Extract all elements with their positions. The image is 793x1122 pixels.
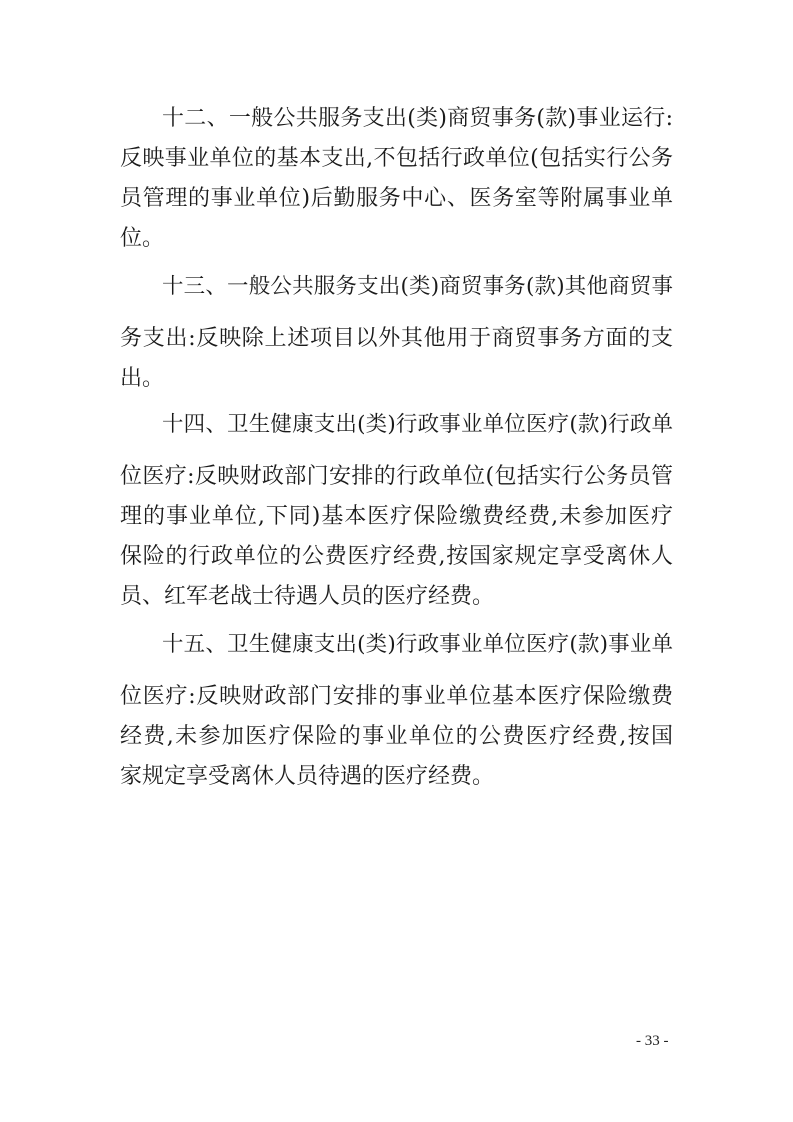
paragraph-line: 保险的行政单位的公费医疗经费,按国家规定享受离休人 [120,544,673,569]
paragraph-line: 员、红军老战士待遇人员的医疗经费。 [120,584,495,609]
paragraph-line: 十二、一般公共服务支出(类)商贸事务(款)事业运行: [162,106,673,131]
paragraph-line: 务支出:反映除上述项目以外其他用于商贸事务方面的支 [120,326,673,351]
paragraph-line: 反映事业单位的基本支出,不包括行政单位(包括实行公务 [120,146,673,171]
paragraph-line: 员管理的事业单位)后勤服务中心、医务室等附属事业单 [120,186,673,211]
paragraph-line: 理的事业单位,下同)基本医疗保险缴费经费,未参加医疗 [120,504,673,529]
paragraph-line: 位。 [120,226,165,251]
page-number: - 33 - [636,1033,669,1049]
paragraph-line: 家规定享受离休人员待遇的医疗经费。 [120,764,495,789]
paragraph-line: 十五、卫生健康支出(类)行政事业单位医疗(款)事业单 [162,632,673,657]
paragraph-line: 经费,未参加医疗保险的事业单位的公费医疗经费,按国 [120,724,673,749]
paragraph-line: 十四、卫生健康支出(类)行政事业单位医疗(款)行政单 [162,412,673,437]
paragraph-line: 位医疗:反映财政部门安排的行政单位(包括实行公务员管 [120,464,673,489]
paragraph-line: 位医疗:反映财政部门安排的事业单位基本医疗保险缴费 [120,684,673,709]
paragraph-line: 十三、一般公共服务支出(类)商贸事务(款)其他商贸事 [162,274,673,299]
paragraph-line: 出。 [120,366,165,391]
